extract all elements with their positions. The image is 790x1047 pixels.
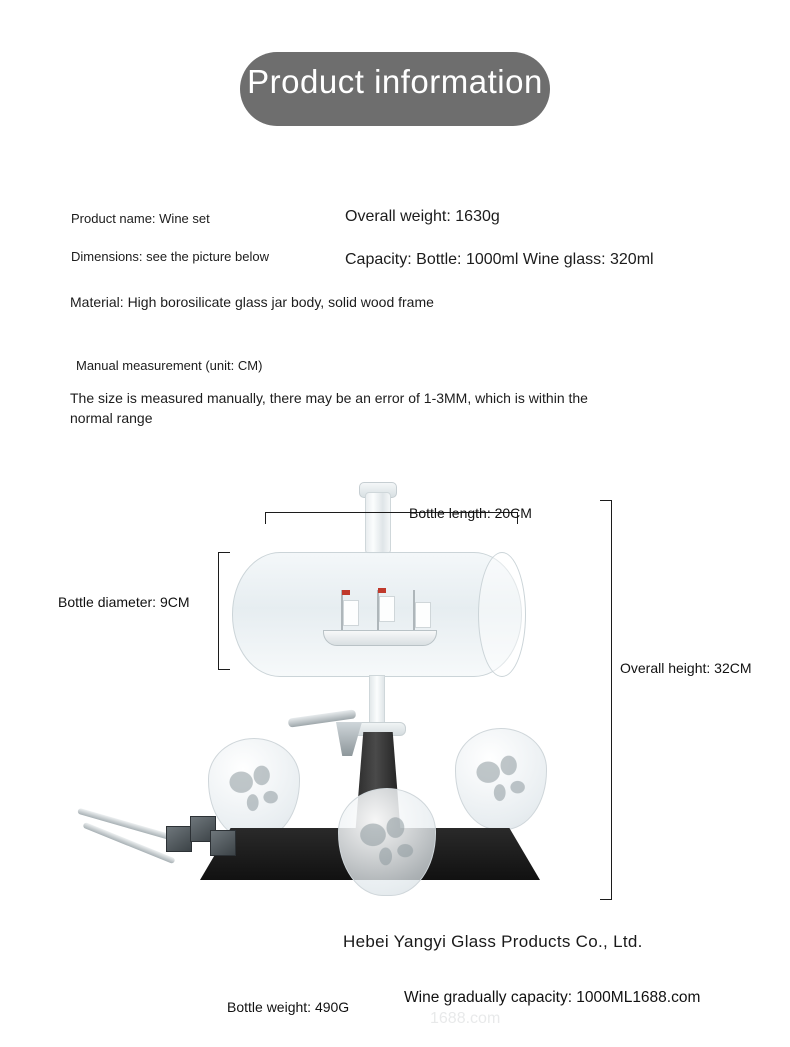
brace-bottle-diameter — [218, 552, 230, 670]
label-overall-height: Overall height: 32CM — [620, 660, 752, 676]
watermark: 1688.com — [430, 1010, 501, 1027]
note-manual-measurement: Manual measurement (unit: CM) — [76, 358, 263, 373]
wine-tap-icon — [288, 708, 368, 764]
globe-map-icon — [352, 806, 421, 878]
product-photo — [60, 470, 730, 940]
globe-map-icon — [469, 745, 534, 813]
brace-overall-height — [600, 500, 612, 900]
spec-dimensions: Dimensions: see the picture below — [71, 249, 269, 264]
label-bottle-weight: Bottle weight: 490G — [227, 999, 350, 1015]
note-tolerance: The size is measured manually, there may be an error of 1-3MM, which is within the normal range — [70, 390, 588, 426]
page-title: Product information — [247, 63, 543, 100]
wine-glass-right — [455, 728, 547, 830]
company-name: Hebei Yangyi Glass Products Co., Ltd. — [343, 932, 643, 951]
label-bottle-length: Bottle length: 20CM — [409, 505, 532, 521]
ship-in-bottle-icon — [315, 590, 445, 650]
whisky-stones-icon — [166, 800, 238, 862]
spec-material: Material: High borosilicate glass jar body, solid wood frame — [70, 294, 434, 310]
bottle-end-cap — [478, 552, 526, 677]
label-bottle-diameter: Bottle diameter: 9CM — [58, 594, 190, 610]
bottle-stem — [369, 675, 385, 727]
spec-capacity: Capacity: Bottle: 1000ml Wine glass: 320ml — [345, 251, 654, 268]
spec-product-name: Product name: Wine set — [71, 211, 210, 226]
spec-overall-weight: Overall weight: 1630g — [345, 208, 500, 225]
footer-capacity-line: Wine gradually capacity: 1000ML1688.com — [404, 989, 701, 1006]
